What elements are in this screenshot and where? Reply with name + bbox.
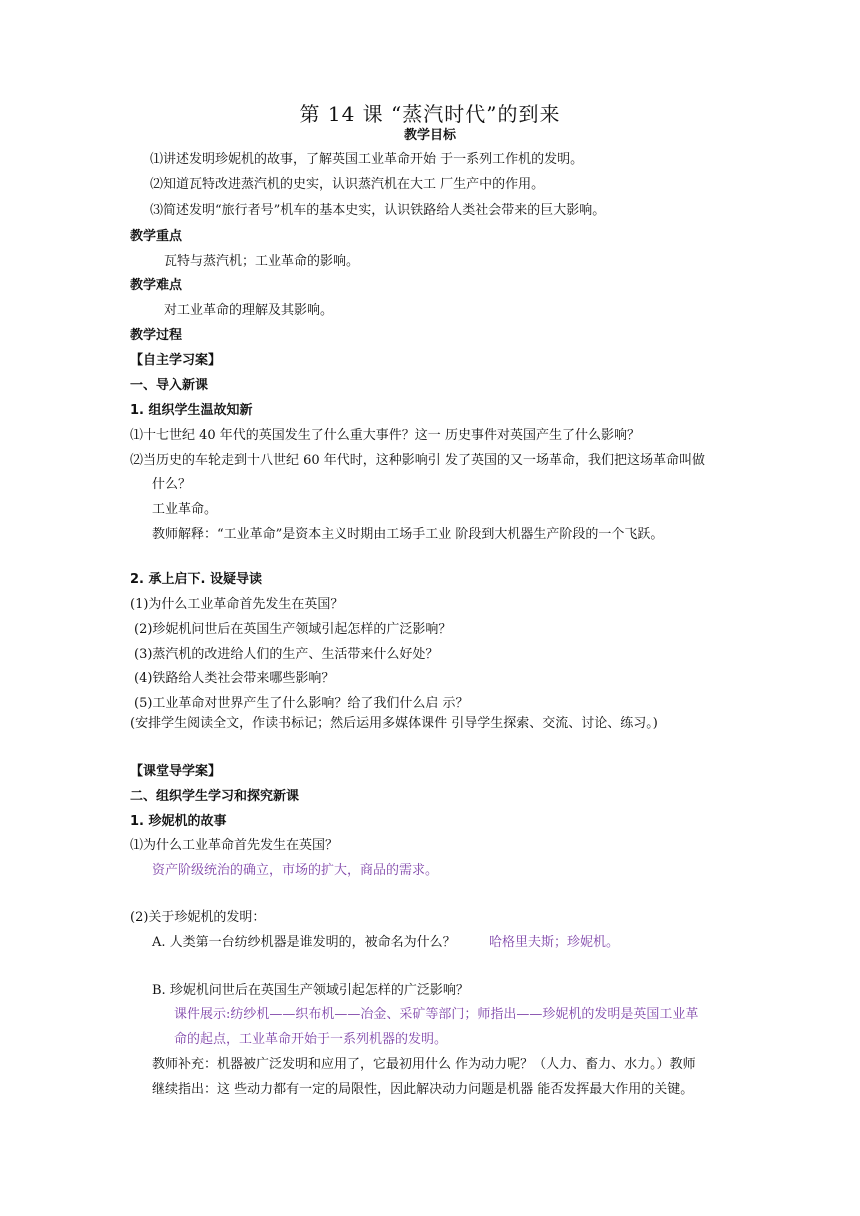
lesson-title: 第 14 课 “蒸汽时代”的到来 — [299, 102, 561, 126]
guide-question-2: (2)珍妮机问世后在英国生产领域引起怎样的广泛影响？ — [134, 622, 452, 637]
jenny-question-2b: B. 珍妮机问世后在英国生产领域引起怎样的广泛影响？ — [152, 983, 469, 998]
key-points-text: 瓦特与蒸汽机；工业革命的影响。 — [164, 254, 360, 269]
jenny-question-1: ⑴为什么工业革命首先发生在英国？ — [130, 838, 339, 853]
objective-line-2: ⑵知道瓦特改进蒸汽机的史实，认识蒸汽机在大工 厂生产中的作用。 — [150, 177, 545, 192]
section-heading-objectives: 教学目标 — [403, 128, 456, 143]
answer-industrial-revolution: 工业革命。 — [152, 502, 218, 517]
section-heading-self-study: 【自主学习案】 — [130, 353, 222, 368]
jenny-question-2a: A. 人类第一台纺纱机器是谁发明的，被命名为什么？ — [152, 935, 456, 950]
jenny-answer-2a: 哈格里夫斯；珍妮机。 — [489, 935, 620, 950]
heading-jenny-story: 1. 珍妮机的故事 — [130, 814, 227, 829]
guide-question-5: (5)工业革命对世界产生了什么影响？给了我们什么启 示？ — [134, 696, 469, 711]
heading-explore: 二、组织学生学习和探究新课 — [130, 789, 300, 804]
difficulties-text: 对工业革命的理解及其影响。 — [164, 303, 334, 318]
objective-line-3: ⑶简述发明“旅行者号”机车的基本史实，认识铁路给人类社会带来的巨大影响。 — [150, 203, 606, 218]
heading-review: 1. 组织学生温故知新 — [130, 403, 253, 418]
teacher-explanation: 教师解释：“工业革命”是资本主义时期由工场手工业 阶段到大机器生产阶段的一个飞跃。 — [152, 527, 664, 542]
question-line-1: ⑴十七世纪 40 年代的英国发生了什么重大事件？这一 历史事件对英国产生了什么影响？ — [130, 428, 640, 443]
jenny-question-2: (2)关于珍妮机的发明： — [130, 910, 266, 925]
question-line-2: ⑵当历史的车轮走到十八世纪 60 年代时，这种影响引 发了英国的又一场革命，我们把这场革命叫做 — [130, 453, 705, 468]
section-heading-classroom: 【课堂导学案】 — [130, 764, 222, 779]
section-heading-process: 教学过程 — [130, 328, 183, 343]
guide-question-1: (1)为什么工业革命首先发生在英国？ — [130, 597, 344, 612]
guide-question-3: (3)蒸汽机的改进给人们的生产、生活带来什么好处？ — [134, 647, 439, 662]
question-line-2-cont: 什么？ — [152, 477, 192, 492]
heading-guided-reading: 2. 承上启下. 设疑导读 — [130, 572, 262, 587]
courseware-line-2: 命的起点，工业革命开始于一系列机器的发明。 — [174, 1032, 448, 1047]
heading-intro: 一、导入新课 — [130, 378, 209, 393]
guide-question-4: (4)铁路给人类社会带来哪些影响？ — [134, 671, 335, 686]
section-heading-key-points: 教学重点 — [130, 229, 183, 244]
teacher-supplement-1: 教师补充：机器被广泛发明和应用了，它最初用什么 作为动力呢？（人力、畜力、水力。）教师 — [152, 1057, 696, 1072]
jenny-answer-1: 资产阶级统治的确立，市场的扩大，商品的需求。 — [152, 863, 439, 878]
reading-instruction: (安排学生阅读全文，作读书标记；然后运用多媒体课件 引导学生探索、交流、讨论、练习。) — [130, 716, 658, 731]
courseware-line-1: 课件展示:纺纱机——织布机——冶金、采矿等部门；师指出——珍妮机的发明是英国工业革 — [174, 1007, 699, 1022]
teacher-supplement-2: 继续指出：这 些动力都有一定的局限性，因此解决动力问题是机器 能否发挥最大作用的关键。 — [152, 1082, 694, 1097]
section-heading-difficulties: 教学难点 — [130, 278, 183, 293]
objective-line-1: ⑴讲述发明珍妮机的故事，了解英国工业革命开始 于一系列工作机的发明。 — [150, 152, 584, 167]
